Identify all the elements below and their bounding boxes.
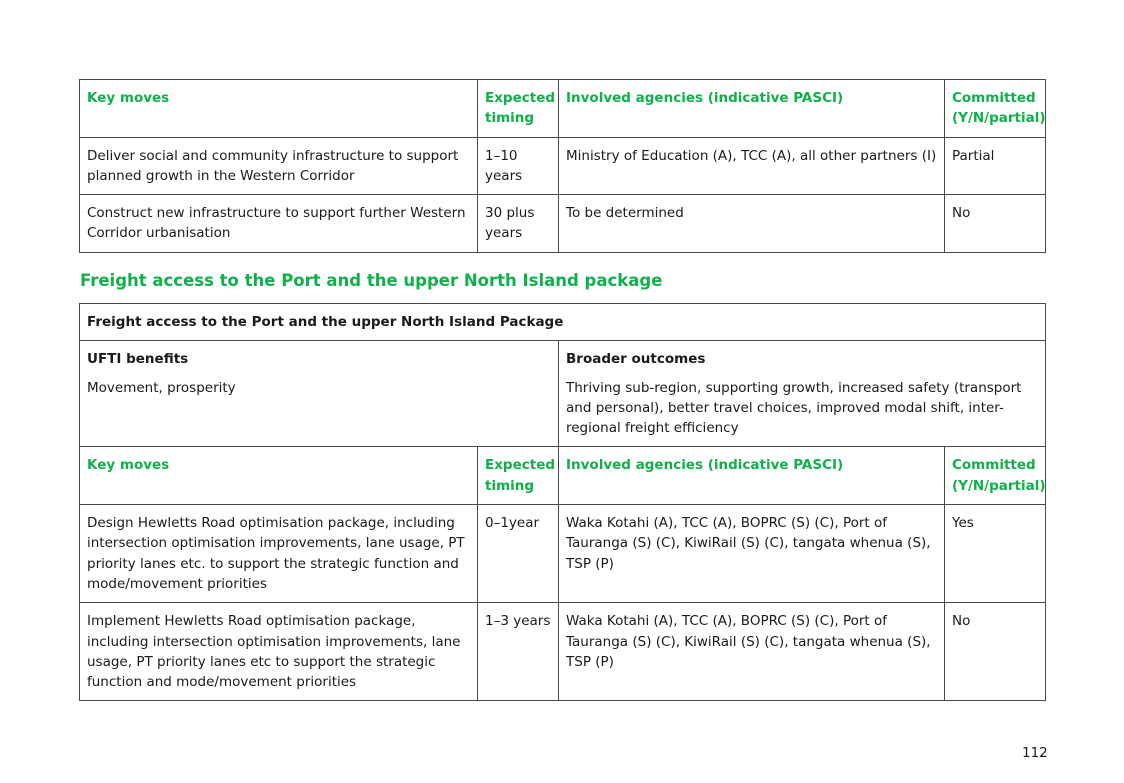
agencies-cell: Ministry of Education (A), TCC (A), all other partners (I) xyxy=(559,137,945,195)
column-header-involved-agencies: Involved agencies (indicative PASCI) xyxy=(559,80,945,138)
key-move-cell: Implement Hewletts Road optimisation package, including intersection optimisation improvements, lane usage, PT priority lanes etc to support the strategic function and mode/movement priorities xyxy=(80,603,478,701)
committed-cell: Partial xyxy=(945,137,1046,195)
timing-cell: 1–3 years xyxy=(478,603,559,701)
agencies-cell: Waka Kotahi (A), TCC (A), BOPRC (S) (C), Port of Tauranga (S) (C), KiwiRail (S) (C), tangata whenua (S), TSP (P) xyxy=(559,505,945,603)
package-title: Freight access to the Port and the upper North Island Package xyxy=(80,304,1046,341)
package-title-row xyxy=(80,304,1046,341)
column-header-expected-timing: Expected timing xyxy=(478,80,559,138)
table-row xyxy=(80,195,1046,253)
ufti-benefits-cell xyxy=(80,341,559,447)
committed-cell: No xyxy=(945,195,1046,253)
key-move-cell: Deliver social and community infrastructure to support planned growth in the Western Corridor xyxy=(80,137,478,195)
section-heading: Freight access to the Port and the upper North Island package xyxy=(80,271,663,290)
timing-cell: 30 plus years xyxy=(478,195,559,253)
table-header-row xyxy=(80,80,1046,138)
table-row xyxy=(80,137,1046,195)
timing-cell: 0–1year xyxy=(478,505,559,603)
committed-cell: Yes xyxy=(945,505,1046,603)
freight-package-table xyxy=(79,303,1046,701)
table-row xyxy=(80,603,1046,701)
committed-cell: No xyxy=(945,603,1046,701)
key-move-cell: Construct new infrastructure to support further Western Corridor urbanisation xyxy=(80,195,478,253)
column-header-expected-timing: Expected timing xyxy=(478,447,559,505)
table-row xyxy=(80,505,1046,603)
column-header-key-moves: Key moves xyxy=(80,447,478,505)
timing-cell: 1–10 years xyxy=(478,137,559,195)
column-header-committed: Committed (Y/N/partial) xyxy=(945,80,1046,138)
broader-outcomes-label: Broader outcomes xyxy=(566,351,706,368)
key-move-cell: Design Hewletts Road optimisation package, including intersection optimisation improvements, lane usage, PT priority lanes etc. to support the strategic function and mode/movement priorities xyxy=(80,505,478,603)
ufti-benefits-label: UFTI benefits xyxy=(87,351,189,368)
table-header-row xyxy=(80,447,1046,505)
key-moves-table-western-corridor xyxy=(79,79,1046,253)
ufti-benefits-value: Movement, prosperity xyxy=(87,379,236,396)
agencies-cell: Waka Kotahi (A), TCC (A), BOPRC (S) (C), Port of Tauranga (S) (C), KiwiRail (S) (C), tangata whenua (S), TSP (P) xyxy=(559,603,945,701)
column-header-committed: Committed (Y/N/partial) xyxy=(945,447,1046,505)
broader-outcomes-value: Thriving sub-region, supporting growth, increased safety (transport and personal), better travel choices, improved modal shift, inter-regional freight efficiency xyxy=(566,379,1022,437)
agencies-cell: To be determined xyxy=(559,195,945,253)
broader-outcomes-cell xyxy=(559,341,1046,447)
page-number: 112 xyxy=(1022,745,1048,761)
benefits-outcomes-row xyxy=(80,341,1046,447)
column-header-key-moves: Key moves xyxy=(80,80,478,138)
column-header-involved-agencies: Involved agencies (indicative PASCI) xyxy=(559,447,945,505)
